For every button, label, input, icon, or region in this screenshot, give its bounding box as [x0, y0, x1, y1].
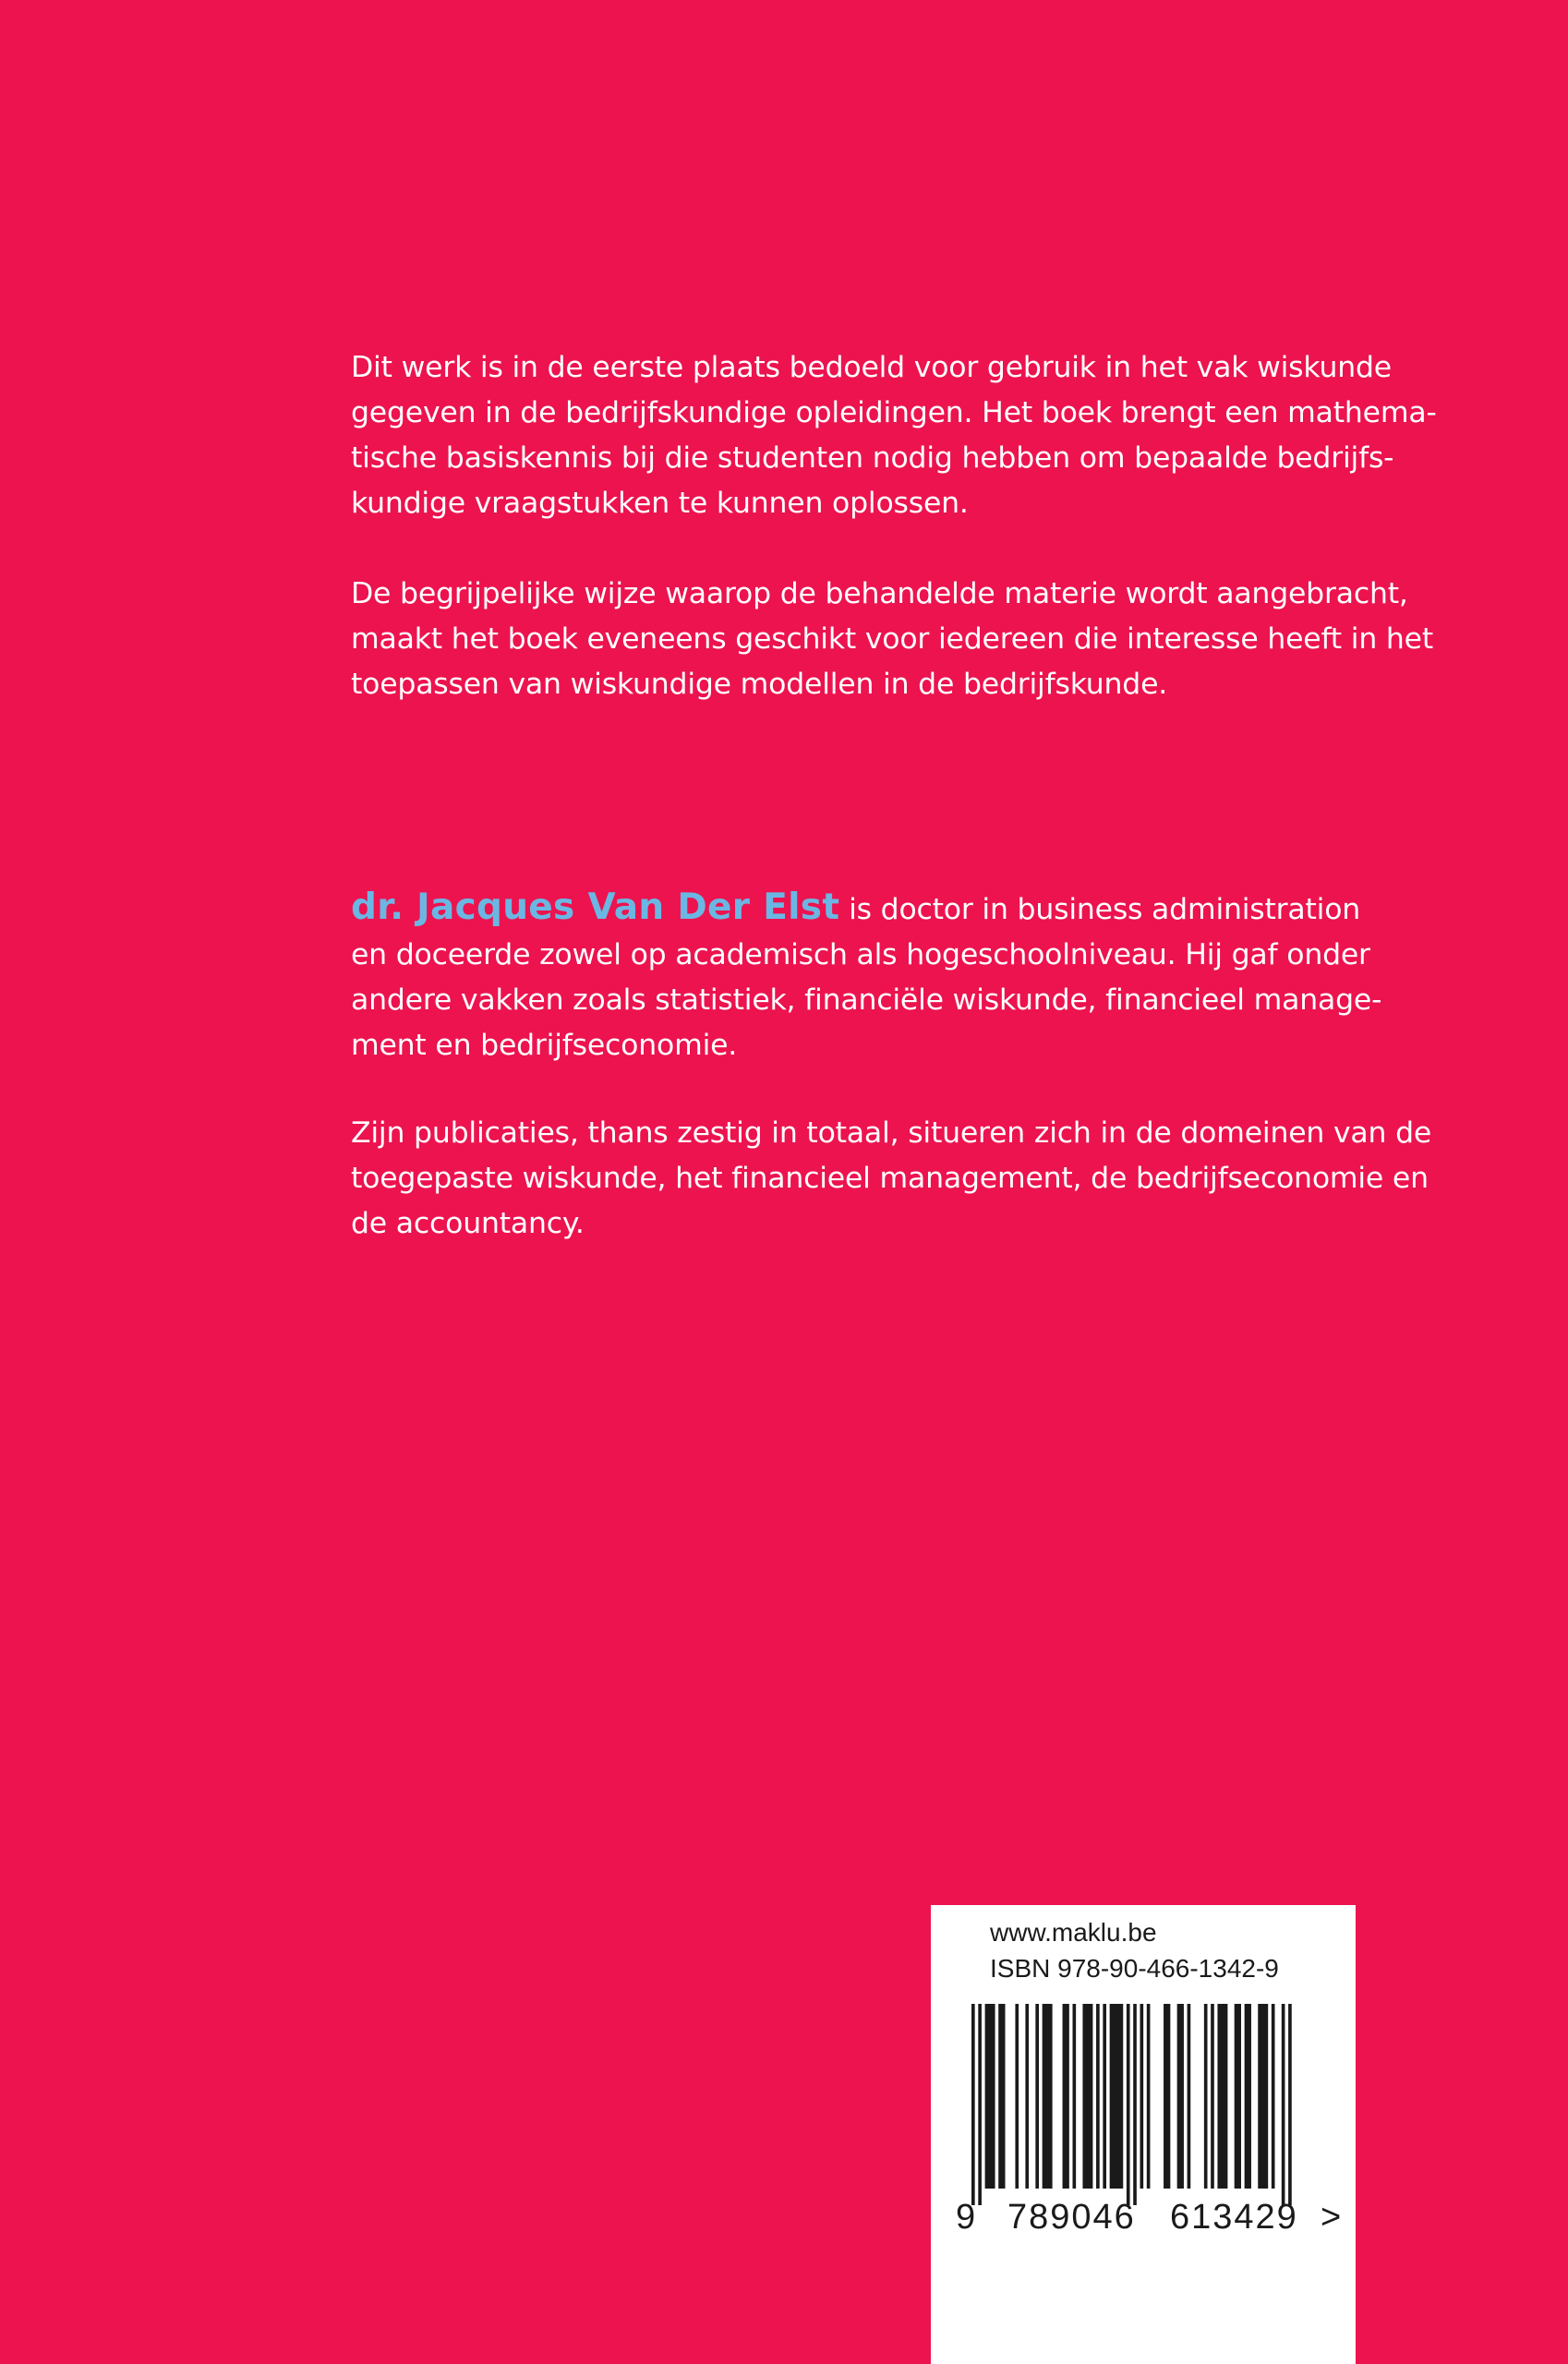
barcode-first-digit: 9 [956, 2198, 976, 2237]
text-line: Zijn publicaties, thans zestig in totaal, situeren zich in de domeinen van de [351, 1116, 1432, 1150]
barcode-bar [1103, 2004, 1106, 2189]
text-line: kundige vraagstukken te kunnen oplossen. [351, 487, 969, 520]
text-line: andere vakken zoals statistiek, financiële wiskunde, financieel manage- [351, 983, 1382, 1017]
barcode-guard-bar [971, 2004, 975, 2205]
barcode-bar [1235, 2004, 1241, 2189]
text-line: gegeven in de bedrijfskundige opleidingen. Het boek brengt een mathema- [351, 396, 1437, 429]
text-line: De begrijpelijke wijze waarop de behandelde materie wordt aangebracht, [351, 577, 1408, 610]
barcode-right-digits: 613429 [1170, 2198, 1298, 2237]
text-line: toegepaste wiskunde, het financieel management, de bedrijfseconomie en [351, 1162, 1429, 1195]
barcode-guard-bar [1282, 2004, 1285, 2205]
text-line: Dit werk is in de eerste plaats bedoeld voor gebruik in het vak wiskunde [351, 351, 1392, 384]
text-line: ment en bedrijfseconomie. [351, 1029, 738, 1062]
barcode-image [931, 1993, 1356, 2205]
barcode-bar [1110, 2004, 1124, 2189]
isbn-label: ISBN 978-90-466-1342-9 [990, 1954, 1279, 1983]
barcode-bar [1025, 2004, 1029, 2189]
text-line: tische basiskennis bij die studenten nodig hebben om bepaalde bedrijfs- [351, 441, 1394, 475]
barcode-guard-bar [978, 2004, 982, 2205]
barcode-bar [1073, 2004, 1077, 2189]
barcode-bar [1043, 2004, 1053, 2189]
barcode-bar [1245, 2004, 1251, 2189]
barcode-bar [1177, 2004, 1184, 2189]
barcode-bar [1272, 2004, 1275, 2189]
barcode-quiet-zone-marker: > [1321, 2198, 1342, 2237]
text-line: maakt het boek eveneens geschikt voor iedereen die interesse heeft in het [351, 622, 1433, 656]
barcode-left-digits: 789046 [1007, 2198, 1136, 2237]
text-line: en doceerde zowel op academisch als hogeschoolniveau. Hij gaf onder [351, 938, 1370, 971]
description-paragraph-2 [351, 572, 1433, 707]
barcode-bar [1096, 2004, 1100, 2189]
author-publications [351, 1111, 1432, 1247]
barcode-bar [1140, 2004, 1144, 2189]
barcode-bar [1258, 2004, 1268, 2189]
barcode-bar [1015, 2004, 1019, 2189]
author-bio-intro: is doctor in business administration [839, 893, 1361, 926]
barcode-bar [1164, 2004, 1170, 2189]
barcode-guard-bar [1133, 2004, 1137, 2205]
barcode-bar [985, 2004, 995, 2189]
barcode-bar [1035, 2004, 1039, 2189]
barcode-bar [1204, 2004, 1208, 2189]
description-paragraph-1 [351, 345, 1437, 526]
author-bio-first-line [351, 885, 1394, 933]
barcode-bar [998, 2004, 1005, 2189]
barcode-guard-bar [1127, 2004, 1130, 2205]
barcode-bar [1063, 2004, 1069, 2189]
barcode-bar [1082, 2004, 1092, 2189]
text-line: toepassen van wiskundige modellen in de bedrijfskunde. [351, 668, 1168, 701]
barcode-bar [1217, 2004, 1227, 2189]
barcode-bar [1147, 2004, 1151, 2189]
author-name: dr. Jacques Van Der Elst [351, 886, 840, 928]
author-bio [351, 885, 1394, 1068]
barcode-guard-bar [1288, 2004, 1292, 2205]
barcode-bar [1211, 2004, 1214, 2189]
barcode-bar [1188, 2004, 1191, 2189]
text-line: de accountancy. [351, 1207, 585, 1240]
barcode-panel [931, 1905, 1356, 2364]
publisher-website: www.maklu.be [990, 1918, 1157, 1947]
